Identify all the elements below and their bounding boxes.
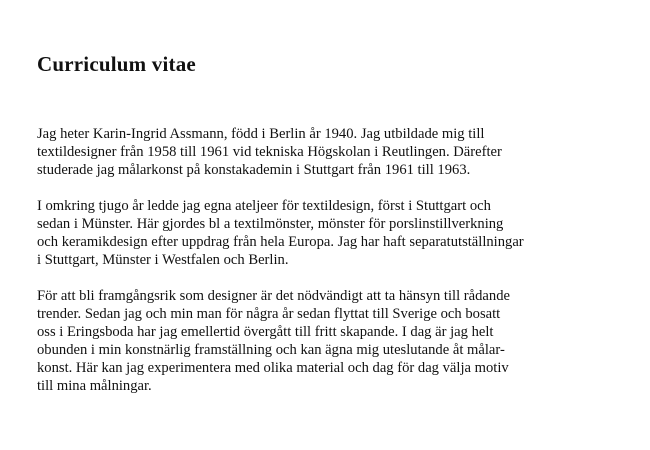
text-line: till mina målningar. (37, 378, 152, 394)
paragraph-career (37, 197, 637, 269)
text-line: sedan i Münster. Här gjordes bl a textilmönster, mönster för porslinstillverkning (37, 216, 504, 232)
text-line: oss i Eringsboda har jag emellertid övergått till fritt skapande. I dag är jag helt (37, 324, 494, 340)
text-line: obunden i min konstnärlig framställning och kan ägna mig uteslutande åt målar- (37, 342, 505, 358)
text-line: För att bli framgångsrik som designer är det nödvändigt att ta hänsyn till rådande (37, 288, 510, 304)
text-line: i Stuttgart, Münster i Westfalen och Berlin. (37, 252, 289, 268)
paragraph-education (37, 125, 637, 179)
text-line: trender. Sedan jag och min man för några år sedan flyttat till Sverige och bosatt (37, 306, 501, 322)
text-line: studerade jag målarkonst på konstakademin i Stuttgart från 1961 till 1963. (37, 162, 471, 178)
text-line: konst. Här kan jag experimentera med olika material och dag för dag välja motiv (37, 360, 509, 376)
text-line: och keramikdesign efter uppdrag från hela Europa. Jag har haft separatutställningar (37, 234, 524, 250)
text-line: Jag heter Karin-Ingrid Assmann, född i Berlin år 1940. Jag utbildade mig till (37, 126, 485, 142)
document-title: Curriculum vitae (37, 52, 196, 76)
text-line: textildesigner från 1958 till 1961 vid tekniska Högskolan i Reutlingen. Därefter (37, 144, 502, 160)
paragraph-present (37, 287, 637, 395)
text-line: I omkring tjugo år ledde jag egna ateljeer för textildesign, först i Stuttgart och (37, 198, 491, 214)
